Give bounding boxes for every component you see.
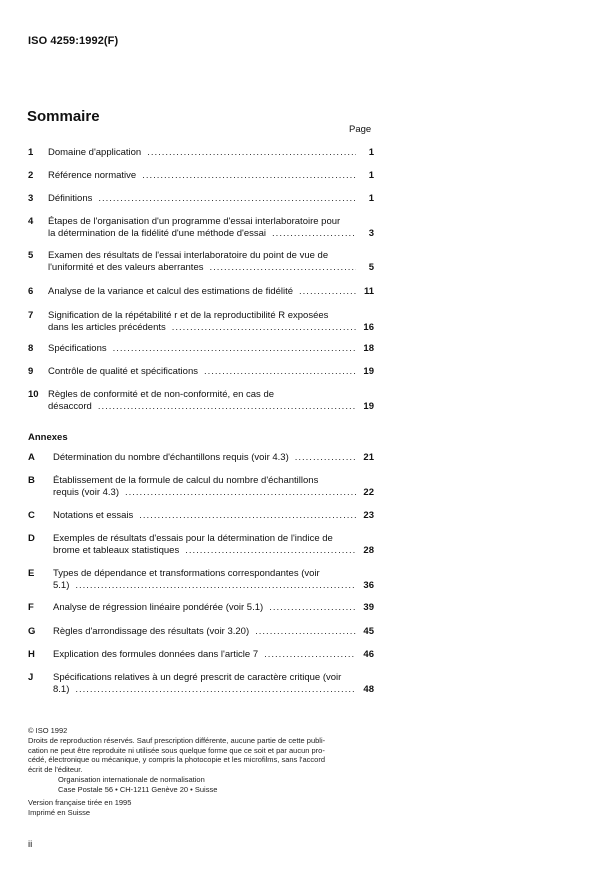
entry-page: 5 bbox=[368, 262, 374, 273]
print-info bbox=[28, 798, 131, 817]
entry-title: Définitions bbox=[48, 193, 93, 204]
dot-leader bbox=[139, 510, 356, 522]
dot-leader bbox=[299, 286, 356, 298]
page-number: ii bbox=[28, 839, 33, 850]
org-address: Case Postale 56 • CH-1211 Genève 20 • Suisse bbox=[58, 784, 218, 794]
entry-page: 36 bbox=[363, 580, 374, 591]
org-name: Organisation internationale de normalisation bbox=[58, 775, 205, 784]
entry-title: Spécifications relatives à un degré prescrit de caractère critique (voir bbox=[53, 672, 342, 683]
entry-title: brome et tableaux statistiques bbox=[53, 545, 180, 556]
entry-page: 46 bbox=[363, 649, 374, 660]
dot-leader bbox=[142, 170, 356, 182]
entry-title: Explication des formules données dans l'article 7 bbox=[53, 649, 259, 660]
printed-line: Imprimé en Suisse bbox=[28, 807, 91, 817]
entry-title: 8.1) bbox=[53, 684, 70, 695]
entry-title: l'uniformité et des valeurs aberrantes bbox=[48, 262, 204, 273]
entry-number: 1 bbox=[28, 147, 34, 158]
entry-title: Signification de la répétabilité r et de la reproductibilité R exposées bbox=[48, 310, 329, 321]
entry-title: requis (voir 4.3) bbox=[53, 487, 119, 498]
entry-title: Types de dépendance et transformations correspondantes (voir bbox=[53, 568, 320, 579]
entry-title: 5.1) bbox=[53, 580, 70, 591]
entry-number: 9 bbox=[28, 366, 34, 377]
entry-number: 5 bbox=[28, 250, 34, 261]
entry-number: 8 bbox=[28, 343, 34, 354]
entry-title: Contrôle de qualité et spécifications bbox=[48, 366, 198, 377]
entry-number: H bbox=[28, 649, 35, 660]
dot-leader bbox=[75, 684, 356, 696]
entry-title: Spécifications bbox=[48, 343, 107, 354]
entry-title: Domaine d'application bbox=[48, 147, 142, 158]
entry-number: 7 bbox=[28, 310, 34, 321]
entry-title: Analyse de la variance et calcul des estimations de fidélité bbox=[48, 286, 294, 297]
rights-line: cédé, électronique ou mécanique, y compris la photocopie et les microfilms, sans l'accord bbox=[28, 755, 325, 764]
dot-leader bbox=[172, 322, 356, 334]
entry-page: 19 bbox=[363, 366, 374, 377]
entry-page: 11 bbox=[363, 286, 374, 297]
entry-title: Référence normative bbox=[48, 170, 137, 181]
entry-number: F bbox=[28, 602, 34, 613]
publisher-address bbox=[58, 775, 217, 794]
rights-notice bbox=[28, 736, 573, 774]
document-id: ISO 4259:1992(F) bbox=[28, 35, 119, 47]
copyright-line: © ISO 1992 bbox=[28, 726, 68, 735]
page-column-label: Page bbox=[349, 124, 372, 135]
dot-leader bbox=[272, 228, 356, 240]
dot-leader bbox=[264, 649, 356, 661]
dot-leader bbox=[98, 193, 356, 205]
dot-leader bbox=[185, 545, 356, 557]
entry-page: 45 bbox=[363, 626, 374, 637]
entry-title: Étapes de l'organisation d'un programme d'essai interlaboratoire pour bbox=[48, 216, 341, 227]
entry-title: Détermination du nombre d'échantillons requis (voir 4.3) bbox=[53, 452, 289, 463]
entry-number: E bbox=[28, 568, 35, 579]
entry-title: Examen des résultats de l'essai interlaboratoire du point de vue de bbox=[48, 250, 329, 261]
dot-leader bbox=[255, 626, 356, 638]
entry-number: G bbox=[28, 626, 36, 637]
dot-leader bbox=[147, 147, 356, 159]
dot-leader bbox=[75, 580, 356, 592]
entry-page: 1 bbox=[368, 147, 374, 158]
entry-page: 22 bbox=[363, 487, 374, 498]
dot-leader bbox=[98, 401, 356, 413]
entry-page: 1 bbox=[368, 170, 374, 181]
entry-number: D bbox=[28, 533, 35, 544]
dot-leader bbox=[204, 366, 356, 378]
dot-leader bbox=[295, 452, 356, 464]
rights-line: Droits de reproduction réservés. Sauf prescription différente, aucune partie de cette publi- bbox=[28, 736, 326, 745]
entry-page: 3 bbox=[368, 228, 374, 239]
entry-page: 39 bbox=[363, 602, 374, 613]
entry-title: Règles de conformité et de non-conformité, en cas de bbox=[48, 389, 275, 400]
entry-number: 10 bbox=[28, 389, 39, 400]
entry-number: C bbox=[28, 510, 35, 521]
rights-line: cation ne peut être reproduite ni utilisée sous quelque forme que ce soit et par aucun pro- bbox=[28, 745, 325, 755]
entry-page: 18 bbox=[363, 343, 374, 354]
dot-leader bbox=[125, 487, 356, 499]
entry-title: Règles d'arrondissage des résultats (voir 3.20) bbox=[53, 626, 250, 637]
entry-title: Établissement de la formule de calcul du nombre d'échantillons bbox=[53, 475, 319, 486]
entry-number: 6 bbox=[28, 286, 34, 297]
dot-leader bbox=[113, 343, 356, 355]
entry-page: 19 bbox=[363, 401, 374, 412]
entry-number: B bbox=[28, 475, 35, 486]
entry-number: J bbox=[28, 672, 34, 683]
page-title: Sommaire bbox=[27, 108, 100, 125]
entry-page: 28 bbox=[363, 545, 374, 556]
annexes-heading: Annexes bbox=[28, 432, 68, 443]
dot-leader bbox=[209, 262, 356, 274]
entry-number: 3 bbox=[28, 193, 34, 204]
entry-number: A bbox=[28, 452, 35, 463]
entry-page: 21 bbox=[363, 452, 374, 463]
entry-page: 1 bbox=[368, 193, 374, 204]
entry-title: désaccord bbox=[48, 401, 92, 412]
entry-title: Exemples de résultats d'essais pour la détermination de l'indice de bbox=[53, 533, 333, 544]
entry-number: 4 bbox=[28, 216, 34, 227]
entry-title: Analyse de régression linéaire pondérée (voir 5.1) bbox=[53, 602, 264, 613]
entry-page: 16 bbox=[363, 322, 374, 333]
version-line: Version française tirée en 1995 bbox=[28, 798, 132, 807]
entry-number: 2 bbox=[28, 170, 34, 181]
rights-line: écrit de l'éditeur. bbox=[28, 764, 83, 774]
entry-page: 48 bbox=[363, 684, 374, 695]
entry-page: 23 bbox=[363, 510, 374, 521]
entry-title: Notations et essais bbox=[53, 510, 134, 521]
entry-title: dans les articles précédents bbox=[48, 322, 166, 333]
dot-leader bbox=[269, 602, 356, 614]
entry-title: la détermination de la fidélité d'une méthode d'essai bbox=[48, 228, 267, 239]
